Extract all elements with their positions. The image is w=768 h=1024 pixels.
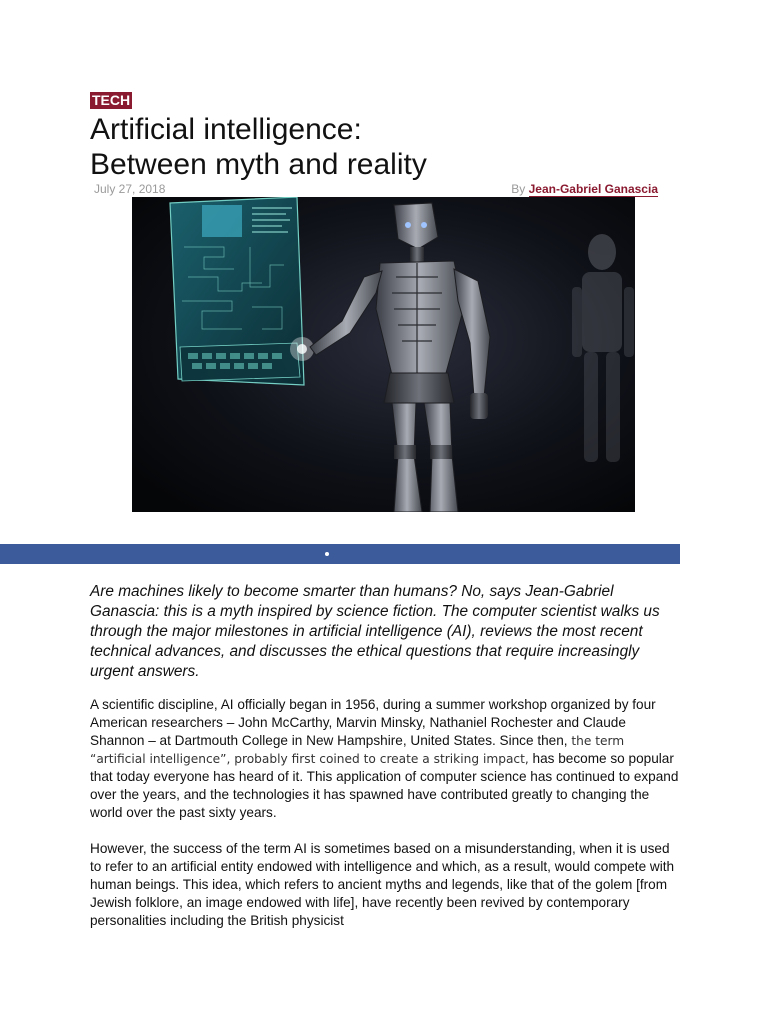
share-bar[interactable] bbox=[0, 544, 680, 564]
byline bbox=[511, 182, 658, 196]
byline-prefix: By bbox=[511, 182, 529, 196]
category-tag[interactable]: TECH bbox=[92, 92, 131, 108]
publish-date: July 27, 2018 bbox=[94, 182, 166, 196]
paragraph-1-text-c: has become so popular that today everyone has heard of it. This application of computer science has continued to expand over the years, and the technologies it has spawned have contributed greatly to changing the world over the past sixty years. bbox=[90, 751, 679, 820]
body-paragraph-2: However, the success of the term AI is sometimes based on a misunderstanding, when it is used to refer to an artificial entity endowed with intelligence and which, as a result, would compete with human beings. This idea, which refers to ancient myths and legends, like that of the golem [from Jewish folklore, an image endowed with life], have recently been revived by contemporary personalities including the British physicist bbox=[90, 841, 675, 928]
paragraph-1-text-b: the term “artificial intelligence”, probably first coined to create a striking impact, bbox=[90, 734, 625, 766]
title-line-2: Between myth and reality bbox=[90, 148, 427, 181]
title-line-1: Artificial intelligence: bbox=[90, 113, 362, 146]
hero-image bbox=[132, 197, 635, 512]
body-paragraph-1 bbox=[90, 696, 680, 822]
robot-illustration bbox=[132, 197, 635, 512]
article-lead: Are machines likely to become smarter than humans? No, says Jean-Gabriel Ganascia: this is a myth inspired by science fiction. The computer scientist walks us through the major milestones in artificial intelligence (AI), reviews the most recent technical advances, and discusses the ethical questions that require increasingly urgent answers. bbox=[90, 583, 660, 680]
article-title bbox=[90, 112, 690, 182]
paragraph-1-text-a: A scientific discipline, AI officially began in 1956, during a summer workshop organized by four American researchers – John McCarthy, Marvin Minsky, Nathaniel Rochester and Claude Shannon – at Dartmouth College in New Hampshire, United States. Since then, bbox=[90, 697, 656, 748]
author-link[interactable]: Jean-Gabriel Ganascia bbox=[528, 182, 658, 196]
dot-icon bbox=[325, 552, 329, 556]
